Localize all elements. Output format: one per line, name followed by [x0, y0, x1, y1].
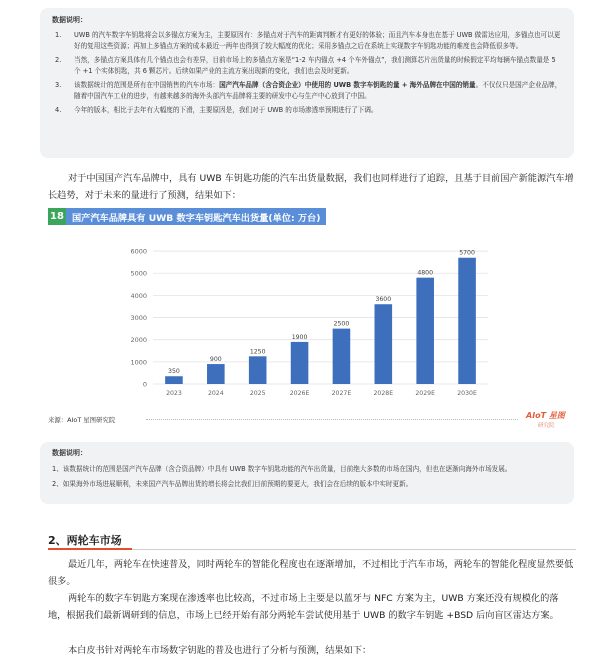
- chart-header: [48, 208, 326, 225]
- data-label: 4800: [417, 269, 434, 277]
- section-paragraph: 两轮车的数字车钥匙方案现在渗透率也比较高，不过市场上主要是以蓝牙与 NFC 方案为主，UWB 方案还没有规模化的落地，根据我们最新调研到的信息，市场上已经开始有部分两轮车尝试使用基于 UWB 的数字车钥匙 +BSD 后向盲区雷达方案。: [48, 593, 559, 621]
- note-text: [74, 80, 562, 102]
- x-tick-label: 2026E: [289, 390, 310, 397]
- note-item: [52, 105, 562, 116]
- source-divider: [146, 419, 518, 420]
- source-row: [48, 410, 576, 432]
- logo-bottom-text: 研究院: [538, 423, 555, 429]
- note-item: 2、如果海外市场进展顺利，未来国产汽车品牌出货的增长将会比我们目前预期的要更大，我们会在后续的版本中实时更新。: [52, 480, 413, 488]
- chart-number: 18: [48, 208, 66, 225]
- y-tick-label: 5000: [130, 269, 147, 278]
- bar: [333, 329, 351, 384]
- bar: [458, 258, 476, 384]
- section-paragraph: 本白皮书针对两轮车市场数字钥匙的普及也进行了分析与预测，结果如下：: [68, 645, 372, 656]
- bar: [291, 342, 309, 384]
- data-label: 1250: [249, 348, 266, 356]
- data-label: 350: [168, 368, 180, 376]
- note-num: 2.: [55, 56, 62, 64]
- source-text: 来源：AIoT 星图研究院: [48, 416, 116, 424]
- data-note-box: [40, 8, 574, 158]
- chart-bars: [165, 250, 477, 397]
- data-label: 900: [209, 356, 222, 364]
- y-tick-label: 0: [142, 380, 147, 389]
- chart-grid: [130, 248, 488, 389]
- x-tick-label: 2028E: [373, 390, 394, 397]
- bar-chart: [48, 230, 576, 408]
- note-num: 4.: [55, 106, 62, 114]
- section-heading: 2、两轮车市场: [48, 534, 122, 547]
- note-text-bold: 国产汽车品牌（含合资企业）中使用的 UWB 数字车钥匙的量 + 海外品牌在中国的销量: [219, 81, 476, 89]
- bar: [249, 356, 267, 384]
- note-text-pre: 该数据统计的范围是所有在中国销售的汽车市场：: [74, 81, 220, 89]
- aiot-logo: [526, 410, 576, 432]
- note-text: 今年的版本，相比于去年有大幅度的下滑，主要原因是，我们对于 UWB 的市场渗透率预期进行了下调。: [74, 106, 378, 114]
- x-tick-label: 2030E: [457, 390, 477, 397]
- note-title: 数据说明：: [52, 16, 87, 24]
- x-tick-label: 2025: [249, 390, 266, 397]
- note-item: [52, 30, 562, 52]
- note-title: 数据说明：: [52, 449, 87, 457]
- data-label: 3600: [375, 296, 392, 304]
- note-num: 1.: [55, 31, 62, 39]
- note-text: 当然，多锚点方案具体有几个锚点也会有差异，目前市场上的多锚点方案是“1-2 车内锚点 +4 个车外锚点”，我们测算芯片出货量的时候假定平均每辆车锚点数量是 5 个 +1 个实体钥匙，共 6 颗芯片。后续如果产业的主流方案出现新的变化，我们也会及时更新。: [74, 56, 556, 75]
- intro-paragraph: 对于中国国产汽车品牌中，具有 UWB 车钥匙功能的汽车出货量数据，我们也同样进行了追踪，且基于目前国产新能源汽车增长趋势，对于未来的量进行了预测，结果如下：: [48, 173, 574, 201]
- note-item: [52, 80, 562, 102]
- bar: [416, 278, 434, 384]
- bar: [375, 304, 393, 384]
- data-label: 5700: [459, 249, 475, 257]
- data-note-box-2: [40, 442, 574, 504]
- note-item: [52, 55, 562, 77]
- section-heading-underline: [48, 548, 132, 550]
- x-tick-label: 2029E: [415, 390, 436, 397]
- data-label: 1900: [291, 333, 308, 341]
- y-tick-label: 3000: [130, 314, 147, 323]
- note-text: UWB 的汽车数字车钥匙将会以多锚点方案为主，主要原因有：多锚点对于汽车的距离判断才有更好的体验；而且汽车本身也在基于 UWB 做雷达应用，多锚点也可以更好的复用这些资源；再加上多锚点方案的成本最近一两年也得到了较大幅度的优化；采用多锚点之后在系统上实现数字车钥匙功能的难度也会降低很多等。: [74, 31, 561, 50]
- x-tick-label: 2027E: [331, 390, 352, 397]
- section-paragraph: 最近几年，两轮车在快速普及，同时两轮车的智能化程度也在逐渐增加，不过相比于汽车市场，两轮车的智能化程度显然要低很多。: [48, 559, 574, 587]
- y-tick-label: 2000: [130, 336, 147, 345]
- chart-title: 国产汽车品牌具有 UWB 数字车钥匙汽车出货量(单位: 万台): [66, 208, 326, 225]
- data-label: 2500: [333, 320, 350, 328]
- y-tick-label: 6000: [130, 247, 147, 256]
- bar: [165, 376, 183, 384]
- y-tick-label: 1000: [130, 358, 147, 367]
- x-tick-label: 2023: [166, 390, 182, 397]
- logo-top-text: AIoT 星图: [526, 411, 565, 420]
- note-item: 1、该数据统计的范围是国产汽车品牌（含合资品牌）中具有 UWB 数字车钥匙功能的汽车出货量，目前绝大多数的市场在国内，但也在逐渐向海外市场发展。: [52, 465, 512, 473]
- x-tick-label: 2024: [207, 390, 224, 397]
- y-tick-label: 4000: [130, 291, 147, 300]
- bar: [207, 364, 225, 384]
- note-text-post: 。不仅仅只是国产企业品牌，随着中国汽车工业的进步，有越来越多的海外头部汽车品牌将主要的研发中心与生产中心放到了中国。: [74, 81, 562, 100]
- note-num: 3.: [55, 81, 62, 89]
